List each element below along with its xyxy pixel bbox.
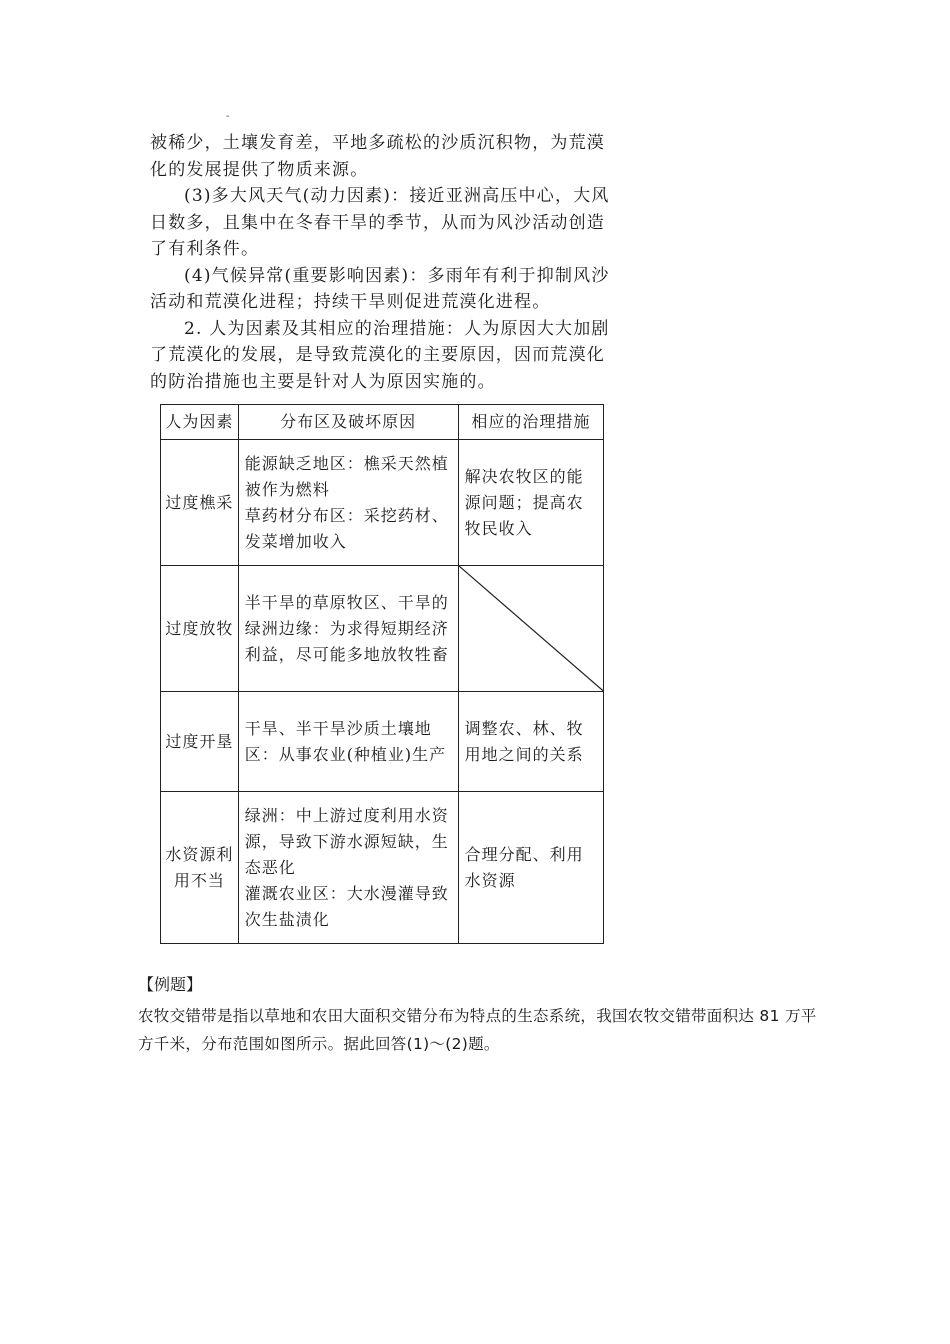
table-header-row: [161, 405, 604, 440]
header-measure: 相应的治理措施: [458, 405, 603, 440]
row-measure: 解决农牧区的能源问题；提高农牧民收入: [458, 440, 603, 566]
header-factor: 人为因素: [161, 405, 239, 440]
row-cause: [238, 440, 458, 566]
row-measure: 调整农、林、牧用地之间的关系: [458, 692, 603, 792]
cause-line: 能源缺乏地区：樵采天然植被作为燃料: [244, 453, 449, 499]
row-measure: 合理分配、利用水资源: [458, 792, 603, 944]
cause-line: 绿洲：中上游过度利用水资源，导致下游水源短缺，生态恶化: [244, 805, 449, 877]
diagonal-slash-icon: [459, 566, 603, 691]
row-factor: 水资源利用不当: [161, 792, 239, 944]
example-heading: 【例题】: [138, 975, 203, 994]
table-row: [161, 792, 604, 944]
row-cause: [238, 792, 458, 944]
paragraph-wind: (3)多大风天气(动力因素)：接近亚洲高压中心，大风日数多，且集中在冬春干旱的季节，从而为风沙活动创造了有利条件。: [150, 186, 610, 259]
example-question-text: 农牧交错带是指以草地和农田大面积交错分布为特点的生态系统，我国农牧交错带面积达 81 万平方千米，分布范围如图所示。据此回答(1)～(2)题。: [138, 1007, 817, 1053]
table-row: [161, 566, 604, 692]
table-row: [161, 440, 604, 566]
row-factor: 过度樵采: [161, 440, 239, 566]
scan-mark: -: [226, 111, 230, 122]
header-cause: 分布区及破坏原因: [238, 405, 458, 440]
cause-line: 草药材分布区：采挖药材、发菜增加收入: [244, 505, 449, 551]
paragraph-soil: 被稀少，土壤发育差，平地多疏松的沙质沉积物，为荒漠化的发展提供了物质来源。: [150, 133, 605, 180]
empty-slashed-cell: [458, 566, 603, 692]
cause-line: 灌溉农业区：大水漫灌导致次生盐渍化: [244, 883, 449, 929]
table-row: [161, 692, 604, 792]
row-cause: 半干旱的草原牧区、干旱的绿洲边缘：为求得短期经济利益，尽可能多地放牧牲畜: [238, 566, 458, 692]
row-factor: 过度开垦: [161, 692, 239, 792]
paragraph-human-factors: 2. 人为因素及其相应的治理措施：人为原因大大加剧了荒漠化的发展，是导致荒漠化的主要原因，因而荒漠化的防治措施也主要是针对人为原因实施的。: [150, 318, 610, 392]
human-factors-table: [160, 404, 604, 944]
row-factor: 过度放牧: [161, 566, 239, 692]
row-cause: 干旱、半干旱沙质土壤地区：从事农业(种植业)生产: [238, 692, 458, 792]
scanned-textbook-excerpt: [150, 111, 620, 929]
paragraph-climate: (4)气候异常(重要影响因素)：多雨年有利于抑制风沙活动和荒漠化进程；持续干旱则促进荒漠化进程。: [150, 265, 610, 312]
